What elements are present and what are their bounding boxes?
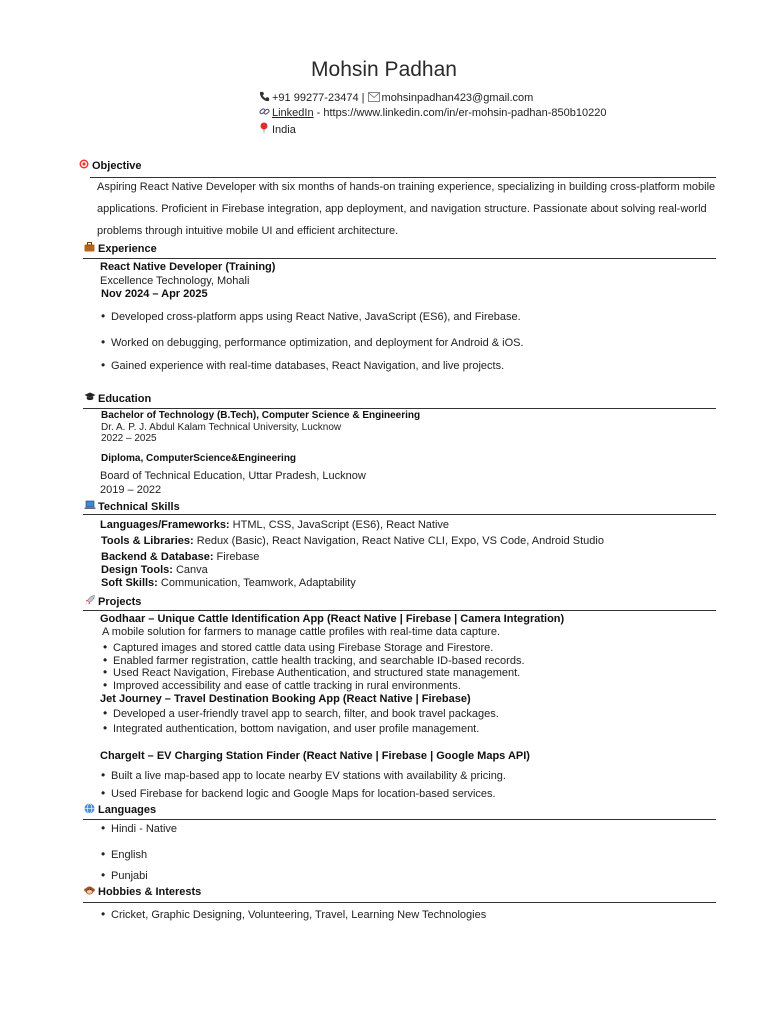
projects-heading [83, 595, 141, 609]
skill-value: Canva [172, 564, 208, 576]
location: India [272, 124, 296, 136]
contact-line-3 [258, 122, 296, 136]
experience-bullet: • Worked on debugging, performance optimization, and deployment for Android & iOS. [101, 335, 524, 349]
education-degree: Diploma, ComputerScience&Engineering [101, 453, 297, 464]
skill-row [101, 551, 259, 563]
hobbies-rule [83, 902, 716, 903]
project-bullet: • Enabled farmer registration, cattle health tracking, and searchable ID-based records. [103, 653, 525, 667]
phone-number: +91 99277-23474 | [272, 92, 365, 104]
experience-bullet: • Gained experience with real-time databases, React Navigation, and live projects. [101, 358, 504, 372]
education-years: 2019 – 2022 [100, 484, 162, 496]
skill-label: Backend & Database: [101, 551, 214, 563]
experience-dates: Nov 2024 – Apr 2025 [101, 288, 208, 300]
monkey-icon [83, 885, 96, 899]
hobbies-title: Hobbies & Interests [98, 886, 202, 898]
languages-title: Languages [98, 804, 157, 816]
project-bullet: • Captured images and stored cattle data using Firebase Storage and Firestore. [103, 640, 493, 654]
project-name: ChargeIt – EV Charging Station Finder (React Native | Firebase | Google Maps API) [100, 750, 530, 762]
projects-title: Projects [98, 596, 142, 608]
skill-value: Communication, Teamwork, Adaptability [157, 577, 356, 589]
education-school: Dr. A. P. J. Abdul Kalam Technical University, Lucknow [101, 422, 342, 433]
email-address[interactable]: mohsinpadhan423@gmail.com [381, 92, 534, 104]
laptop-icon [83, 500, 96, 513]
phone-icon [258, 91, 270, 104]
objective-text: Aspiring React Native Developer with six months of hands-on training experience, specializing in building cross-platform mobile applications. Proficient in Firebase integration, app deployment, and navigation structure. Passionate about solving real-world problems through intuitive mobile UI and efficient architecture. [97, 181, 716, 237]
experience-title: Experience [98, 242, 157, 255]
experience-heading [83, 242, 157, 255]
skills-title: Technical Skills [98, 500, 180, 513]
skill-value: Redux (Basic), React Navigation, React Native CLI, Expo, VS Code, Android Studio [193, 535, 604, 547]
location-pin-icon [258, 122, 270, 136]
experience-company: Excellence Technology, Mohali [100, 275, 250, 287]
languages-heading [83, 803, 156, 817]
link-icon [258, 106, 270, 119]
hobbies-text: • Cricket, Graphic Designing, Volunteering, Travel, Learning New Technologies [101, 907, 486, 921]
skill-label: Soft Skills: [101, 577, 158, 589]
project-bullet: • Used Firebase for backend logic and Google Maps for location-based services. [101, 786, 496, 800]
project-bullet: • Improved accessibility and ease of cattle tracking in rural environments. [103, 678, 461, 692]
languages-rule [83, 819, 716, 820]
objective-heading [77, 159, 142, 172]
experience-rule [83, 258, 716, 259]
education-years: 2022 – 2025 [101, 433, 157, 444]
project-bullet: • Used React Navigation, Firebase Authentication, and structured state management. [103, 665, 520, 679]
project-name: Jet Journey – Travel Destination Booking App (React Native | Firebase) [100, 693, 471, 705]
rocket-icon [83, 595, 96, 609]
language-item: • Punjabi [101, 868, 148, 882]
experience-bullet: • Developed cross-platform apps using React Native, JavaScript (ES6), and Firebase. [101, 309, 521, 323]
skill-label: Languages/Frameworks: [100, 519, 230, 531]
skills-rule [83, 514, 716, 515]
project-bullet: • Developed a user-friendly travel app to search, filter, and book travel packages. [103, 706, 499, 720]
project-desc: A mobile solution for farmers to manage cattle profiles with real-time data capture. [102, 626, 501, 638]
mail-icon [368, 92, 380, 104]
projects-rule [83, 610, 716, 611]
project-bullet: • Integrated authentication, bottom navigation, and user profile management. [103, 721, 479, 735]
experience-role: React Native Developer (Training) [100, 261, 276, 273]
linkedin-link[interactable]: LinkedIn [272, 107, 314, 119]
education-heading [83, 392, 151, 405]
skill-row [101, 577, 356, 589]
skills-heading [83, 500, 180, 513]
skill-row [100, 519, 449, 531]
language-item: • English [101, 847, 147, 861]
education-title: Education [98, 392, 152, 405]
education-school: Board of Technical Education, Uttar Pradesh, Lucknow [100, 470, 366, 482]
education-rule [83, 408, 716, 409]
skill-value: Firebase [213, 551, 260, 563]
skill-row [101, 535, 604, 547]
language-item: • Hindi - Native [101, 821, 177, 835]
contact-line-1 [258, 91, 533, 104]
globe-icon [83, 803, 96, 817]
skill-row [101, 564, 208, 576]
project-name: Godhaar – Unique Cattle Identification App (React Native | Firebase | Camera Integration) [100, 613, 565, 625]
project-bullet: • Built a live map-based app to locate nearby EV stations with availability & pricing. [101, 768, 506, 782]
objective-title: Objective [92, 159, 142, 172]
skill-label: Tools & Libraries: [101, 535, 194, 547]
briefcase-icon [83, 242, 96, 255]
linkedin-url[interactable]: - https://www.linkedin.com/in/er-mohsin-padhan-850b10220 [316, 107, 607, 119]
skill-value: HTML, CSS, JavaScript (ES6), React Native [229, 519, 450, 531]
education-degree: Bachelor of Technology (B.Tech), Computer Science & Engineering [101, 410, 421, 421]
candidate-name: Mohsin Padhan [311, 58, 457, 81]
skill-label: Design Tools: [101, 564, 173, 576]
target-icon [77, 159, 90, 172]
graduation-cap-icon [83, 392, 96, 405]
contact-line-2 [258, 106, 606, 119]
hobbies-heading [83, 885, 201, 899]
